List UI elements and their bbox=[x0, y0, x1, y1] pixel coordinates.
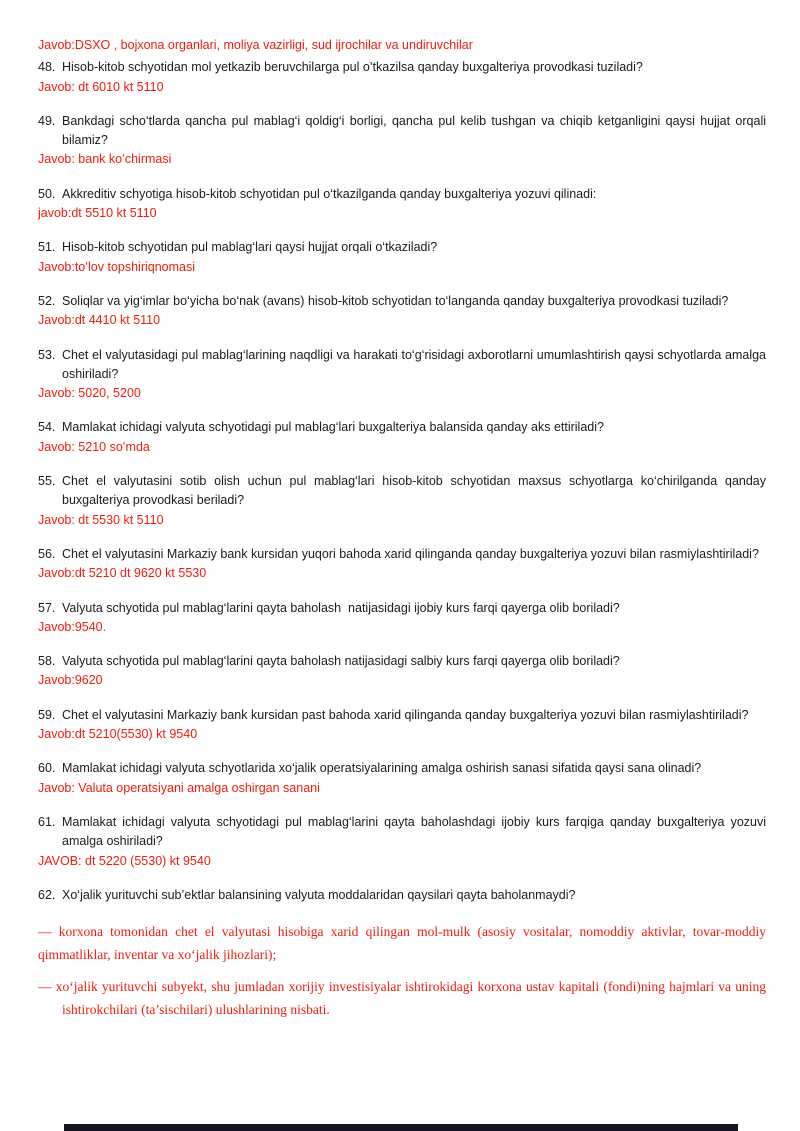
qa-block bbox=[38, 599, 766, 638]
question-paragraph bbox=[38, 58, 766, 77]
question-text: Mamlakat ichidagi valyuta schyotidagi pul mablag‘lari buxgalteriya balansida qanday aks ettiriladi? bbox=[62, 420, 604, 435]
question-text: Akkreditiv schyotiga hisob-kitob schyotidan pul o‘tkazilganda qanday buxgalteriya yozuvi qilinadi: bbox=[62, 186, 597, 201]
question-text: Soliqlar va yig‘imlar bo‘yicha bo‘nak (avans) hisob-kitob schyotidan to‘langanda qanday buxgalteriya provodkasi tuziladi? bbox=[62, 293, 729, 308]
question-text: Mamlakat ichidagi valyuta schyotlarida xo‘jalik operatsiyalarining amalga oshirish sanasi sifatida qaysi sana olinadi? bbox=[62, 761, 702, 776]
qa-block bbox=[38, 346, 766, 404]
answer-paragraph: Javob:dt 4410 kt 5110 bbox=[38, 313, 161, 328]
question-text: Chet el valyutasidagi pul mablag‘larining naqdligi va harakati to‘g‘risidagi axborotlarni umumlashtirish qaysi schyotlarda amalga oshiriladi? bbox=[62, 347, 766, 381]
question-number: 56. bbox=[38, 546, 56, 561]
question-number: 60. bbox=[38, 761, 56, 776]
answer-paragraph: Javob:dt 5210(5530) kt 9540 bbox=[38, 727, 198, 742]
question-paragraph bbox=[38, 652, 766, 671]
question-paragraph bbox=[38, 185, 766, 204]
qa-block bbox=[38, 418, 766, 457]
qa-block bbox=[38, 706, 766, 745]
question-text: Valyuta schyotida pul mablag‘larini qayta baholash natijasidagi ijobiy kurs farqi qayerga olib boriladi? bbox=[62, 600, 620, 615]
dash-item: — korxona tomonidan chet el valyutasi hisobiga xarid qilingan mol-mulk (asosiy vositalar, nomoddiy aktivlar, tovar-moddiy qimmatliklar, inventar va xo‘jalik jihozlari); bbox=[38, 924, 766, 963]
question-answer-list bbox=[38, 58, 766, 905]
question-number: 54. bbox=[38, 420, 56, 435]
question-text: Hisob-kitob schyotidan mol yetkazib beruvchilarga pul o’tkazilsa qanday buxgalteriya provodkasi tuziladi? bbox=[62, 60, 643, 75]
question-paragraph bbox=[38, 292, 766, 311]
qa-block bbox=[38, 58, 766, 97]
qa-block bbox=[38, 238, 766, 277]
question-number: 57. bbox=[38, 600, 56, 615]
answer-paragraph: javob:dt 5510 kt 5110 bbox=[38, 206, 157, 221]
qa-block bbox=[38, 292, 766, 331]
answer-paragraph: Javob:toʻlov topshiriqnomasi bbox=[38, 259, 196, 274]
question-number: 51. bbox=[38, 240, 56, 255]
qa-block bbox=[38, 112, 766, 170]
dash-item: — xo‘jalik yurituvchi subyekt, shu jumladan xorijiy investisiyalar ishtirokidagi korxona ustav kapitali (fondi)ning hajmlari va uning ishtirokchilari (ta’sischilari) ulushlarining nisbati. bbox=[38, 979, 766, 1018]
question-number: 53. bbox=[38, 347, 56, 362]
answer-paragraph: Javob: 5020, 5200 bbox=[38, 386, 141, 401]
qa-block bbox=[38, 759, 766, 798]
answer-paragraph: Javob: bank koʻchirmasi bbox=[38, 152, 172, 167]
question-number: 59. bbox=[38, 707, 56, 722]
qa-block bbox=[38, 185, 766, 224]
answer-paragraph: Javob:9620 bbox=[38, 673, 103, 688]
answer-paragraph: Javob:9540. bbox=[38, 619, 107, 634]
question-number: 52. bbox=[38, 293, 56, 308]
question-text: Bankdagi scho‘tlarda qancha pul mablag‘i qoldig‘i borligi, qancha pul kelib tushgan va chiqib ketganligini qaysi hujjat orqali bilamiz? bbox=[62, 113, 766, 148]
question-text: Chet el valyutasini Markaziy bank kursidan yuqori bahoda xarid qilinganda qanday buxgalteriya yozuvi bilan rasmiylashtiriladi? bbox=[62, 546, 759, 561]
question-number: 61. bbox=[38, 814, 56, 829]
question-number: 50. bbox=[38, 186, 56, 201]
unrevalued-items-list bbox=[38, 920, 766, 1021]
qa-block bbox=[38, 886, 766, 905]
question-text: Chet el valyutasini sotib olish uchun pul mablag‘lari hisob-kitob schyotidan maxsus schyotlarga ko‘chirilganda qanday buxgalteriya provodkasi beriladi? bbox=[62, 474, 766, 508]
question-text: Chet el valyutasini Markaziy bank kursidan past bahoda xarid qilinganda qanday buxgalteriya yozuvi bilan rasmiylashtiriladi? bbox=[62, 707, 749, 722]
question-paragraph bbox=[38, 706, 766, 725]
next-page-element-partial bbox=[64, 1124, 738, 1131]
qa-block bbox=[38, 813, 766, 871]
answer-paragraph: Javob: dt 5530 kt 5110 bbox=[38, 512, 164, 527]
question-paragraph bbox=[38, 886, 766, 905]
question-text: Hisob-kitob schyotidan pul mablag‘lari qaysi hujjat orqali o‘tkaziladi? bbox=[62, 240, 438, 255]
question-paragraph bbox=[38, 238, 766, 257]
question-number: 58. bbox=[38, 654, 56, 669]
question-text: Mamlakat ichidagi valyuta schyotidagi pul mablag‘larini qayta baholashdagi ijobiy kurs farqiga qanday buxgalteriya yozuvi amalga oshiriladi? bbox=[62, 814, 766, 849]
question-text: Valyuta schyotida pul mablag‘larini qayta baholash natijasidagi salbiy kurs farqi qayerga olib boriladi? bbox=[62, 654, 620, 669]
qa-block bbox=[38, 472, 766, 530]
qa-block bbox=[38, 652, 766, 691]
question-number: 62. bbox=[38, 887, 56, 902]
question-number: 55. bbox=[38, 474, 56, 489]
answer-paragraph: JAVOB: dt 5220 (5530) kt 9540 bbox=[38, 853, 211, 868]
question-paragraph bbox=[38, 599, 766, 618]
answer-paragraph: Javob: Valuta operatsiyani amalga oshirgan sanani bbox=[38, 780, 320, 795]
answer-paragraph: Javob:dt 5210 dt 9620 kt 5530 bbox=[38, 566, 207, 581]
question-paragraph bbox=[38, 813, 766, 852]
question-paragraph bbox=[38, 418, 766, 437]
qa-block bbox=[38, 545, 766, 584]
question-paragraph bbox=[38, 545, 766, 564]
question-paragraph bbox=[38, 759, 766, 778]
question-number: 49. bbox=[38, 113, 56, 128]
question-paragraph bbox=[38, 472, 766, 511]
question-text: Xo‘jalik yurituvchi sub’ektlar balansining valyuta moddalaridan qaysilari qayta baholanmaydi? bbox=[62, 887, 576, 902]
answer-paragraph: Javob: 5210 soʻmda bbox=[38, 439, 150, 454]
previous-answer-line: Javob:DSXO , bojxona organlari, moliya vazirligi, sud ijrochilar va undiruvchilar bbox=[38, 38, 473, 52]
question-paragraph bbox=[38, 112, 766, 151]
question-number: 48. bbox=[38, 60, 56, 75]
answer-paragraph: Javob: dt 6010 kt 5110 bbox=[38, 79, 164, 94]
question-paragraph bbox=[38, 346, 766, 385]
